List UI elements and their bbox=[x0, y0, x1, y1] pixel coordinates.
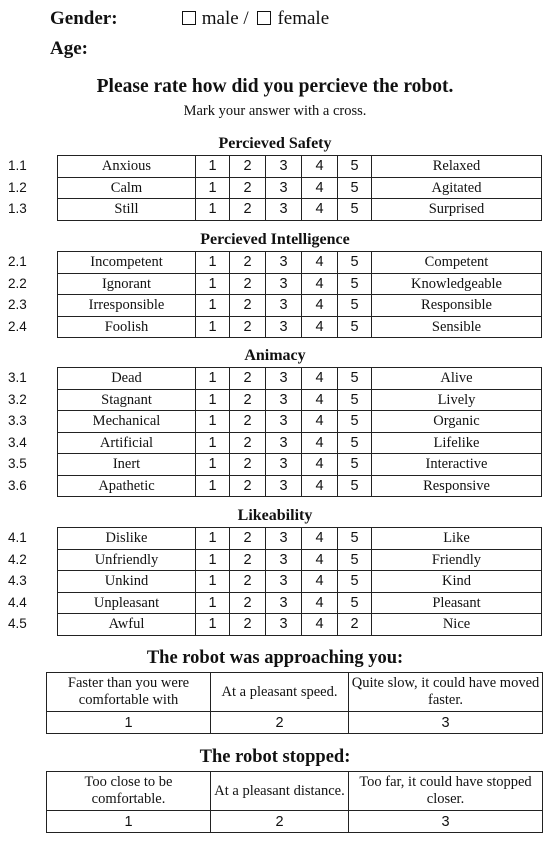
scale-cell[interactable]: 2 bbox=[230, 177, 266, 199]
stopped-option-close[interactable]: Too close to be comfortable. bbox=[47, 772, 211, 811]
intelligence-table bbox=[57, 251, 542, 338]
right-anchor: Like bbox=[372, 528, 542, 550]
scale-cell[interactable]: 3 bbox=[266, 252, 302, 274]
safety-table bbox=[57, 155, 542, 221]
rating-row bbox=[58, 252, 542, 274]
scale-cell[interactable]: 5 bbox=[338, 475, 372, 497]
right-anchor: Relaxed bbox=[372, 156, 542, 178]
scale-cell[interactable]: 4 bbox=[302, 389, 338, 411]
scale-cell[interactable]: 2 bbox=[230, 252, 266, 274]
animacy-table bbox=[57, 367, 542, 497]
scale-cell[interactable]: 5 bbox=[338, 454, 372, 476]
scale-cell[interactable]: 1 bbox=[196, 177, 230, 199]
scale-cell[interactable]: 3 bbox=[266, 549, 302, 571]
item-number: 3.1 bbox=[8, 370, 27, 385]
left-anchor: Awful bbox=[58, 614, 196, 636]
rating-row bbox=[58, 316, 542, 338]
right-anchor: Competent bbox=[372, 252, 542, 274]
gender-field bbox=[50, 8, 329, 30]
item-number: 4.1 bbox=[8, 530, 27, 545]
scale-cell[interactable]: 3 bbox=[266, 316, 302, 338]
scale-cell[interactable]: 1 bbox=[196, 316, 230, 338]
item-number: 1.2 bbox=[8, 179, 27, 195]
rating-row bbox=[58, 571, 542, 593]
rating-row bbox=[58, 156, 542, 178]
scale-cell[interactable]: 1 bbox=[196, 389, 230, 411]
scale-cell[interactable]: 4 bbox=[302, 177, 338, 199]
scale-cell[interactable]: 2 bbox=[230, 411, 266, 433]
rating-row bbox=[58, 592, 542, 614]
approach-option-pleasant[interactable]: At a pleasant speed. bbox=[211, 673, 349, 712]
page-title: Please rate how did you percieve the robot. bbox=[96, 76, 454, 97]
approach-option-slow[interactable]: Quite slow, it could have moved faster. bbox=[349, 673, 543, 712]
right-anchor: Responsible bbox=[372, 295, 542, 317]
rating-row bbox=[58, 411, 542, 433]
left-anchor: Anxious bbox=[58, 156, 196, 178]
stopped-value-2[interactable]: 2 bbox=[211, 811, 349, 833]
scale-cell[interactable]: 1 bbox=[196, 411, 230, 433]
left-anchor: Artificial bbox=[58, 432, 196, 454]
scale-cell[interactable]: 4 bbox=[302, 273, 338, 295]
rating-row bbox=[58, 528, 542, 550]
item-number: 4.5 bbox=[8, 616, 27, 631]
left-anchor: Inert bbox=[58, 454, 196, 476]
right-anchor: Pleasant bbox=[372, 592, 542, 614]
scale-cell[interactable]: 3 bbox=[266, 432, 302, 454]
approach-table bbox=[46, 672, 543, 734]
rating-row bbox=[58, 432, 542, 454]
scale-cell[interactable]: 2 bbox=[230, 295, 266, 317]
scale-cell[interactable]: 2 bbox=[230, 389, 266, 411]
likeability-section-title: Likeability bbox=[237, 507, 313, 524]
approach-title: The robot was approaching you: bbox=[146, 648, 404, 668]
scale-cell[interactable]: 2 bbox=[230, 454, 266, 476]
scale-cell[interactable]: 1 bbox=[196, 156, 230, 178]
likeability-table bbox=[57, 527, 542, 636]
gender-label: Gender: bbox=[50, 8, 118, 29]
scale-cell[interactable]: 2 bbox=[230, 199, 266, 221]
item-number: 2.4 bbox=[8, 318, 27, 334]
scale-cell[interactable]: 4 bbox=[302, 549, 338, 571]
rating-row bbox=[58, 199, 542, 221]
right-anchor: Responsive bbox=[372, 475, 542, 497]
item-number: 3.4 bbox=[8, 434, 27, 450]
male-option-label: male / bbox=[201, 8, 249, 29]
scale-cell[interactable]: 4 bbox=[302, 156, 338, 178]
scale-cell[interactable]: 4 bbox=[302, 252, 338, 274]
scale-cell[interactable]: 5 bbox=[338, 316, 372, 338]
scale-cell[interactable]: 5 bbox=[338, 411, 372, 433]
left-anchor: Unkind bbox=[58, 571, 196, 593]
scale-cell[interactable]: 1 bbox=[196, 592, 230, 614]
safety-section-title: Percieved Safety bbox=[218, 135, 332, 152]
rating-row bbox=[58, 368, 542, 390]
scale-cell[interactable]: 2 bbox=[230, 528, 266, 550]
left-anchor: Still bbox=[58, 199, 196, 221]
right-anchor: Knowledgeable bbox=[372, 273, 542, 295]
scale-cell[interactable]: 5 bbox=[338, 389, 372, 411]
scale-cell[interactable]: 3 bbox=[266, 295, 302, 317]
scale-cell[interactable]: 3 bbox=[266, 273, 302, 295]
rating-row bbox=[58, 454, 542, 476]
right-anchor: Lively bbox=[372, 389, 542, 411]
scale-cell[interactable]: 4 bbox=[302, 199, 338, 221]
scale-cell[interactable]: 3 bbox=[266, 475, 302, 497]
item-number: 1.3 bbox=[8, 201, 27, 216]
scale-cell[interactable]: 1 bbox=[196, 528, 230, 550]
item-number: 3.5 bbox=[8, 456, 27, 471]
right-anchor: Alive bbox=[372, 368, 542, 390]
scale-cell[interactable]: 1 bbox=[196, 614, 230, 636]
approach-value-1[interactable]: 1 bbox=[47, 712, 211, 734]
left-anchor: Calm bbox=[58, 177, 196, 199]
rating-row bbox=[58, 177, 542, 199]
rating-row bbox=[58, 273, 542, 295]
scale-cell[interactable]: 3 bbox=[266, 614, 302, 636]
item-number: 2.1 bbox=[8, 254, 27, 269]
scale-cell[interactable]: 3 bbox=[266, 411, 302, 433]
scale-cell[interactable]: 5 bbox=[338, 273, 372, 295]
scale-cell[interactable]: 1 bbox=[196, 295, 230, 317]
scale-cell[interactable]: 4 bbox=[302, 592, 338, 614]
item-number: 4.4 bbox=[8, 594, 27, 610]
scale-cell[interactable]: 4 bbox=[302, 528, 338, 550]
scale-cell[interactable]: 2 bbox=[230, 592, 266, 614]
rating-row bbox=[58, 295, 542, 317]
scale-cell[interactable]: 5 bbox=[338, 368, 372, 390]
scale-cell[interactable]: 2 bbox=[230, 549, 266, 571]
left-anchor: Incompetent bbox=[58, 252, 196, 274]
stopped-title: The robot stopped: bbox=[199, 747, 351, 767]
scale-cell[interactable]: 4 bbox=[302, 614, 338, 636]
item-number: 2.3 bbox=[8, 297, 27, 312]
scale-cell[interactable]: 1 bbox=[196, 475, 230, 497]
left-anchor: Ignorant bbox=[58, 273, 196, 295]
scale-cell[interactable]: 3 bbox=[266, 368, 302, 390]
scale-cell[interactable]: 2 bbox=[230, 475, 266, 497]
scale-cell[interactable]: 3 bbox=[266, 571, 302, 593]
approach-value-2[interactable]: 2 bbox=[211, 712, 349, 734]
scale-cell[interactable]: 1 bbox=[196, 252, 230, 274]
scale-cell[interactable]: 4 bbox=[302, 571, 338, 593]
rating-row bbox=[58, 549, 542, 571]
intelligence-section-title: Percieved Intelligence bbox=[200, 231, 350, 248]
scale-cell[interactable]: 5 bbox=[338, 252, 372, 274]
left-anchor: Mechanical bbox=[58, 411, 196, 433]
scale-cell[interactable]: 2 bbox=[230, 273, 266, 295]
scale-cell[interactable]: 1 bbox=[196, 273, 230, 295]
right-anchor: Nice bbox=[372, 614, 542, 636]
scale-cell[interactable]: 2 bbox=[230, 571, 266, 593]
scale-cell[interactable]: 4 bbox=[302, 475, 338, 497]
item-number: 4.3 bbox=[8, 573, 27, 588]
left-anchor: Dislike bbox=[58, 528, 196, 550]
approach-option-faster[interactable]: Faster than you were comfortable with bbox=[47, 673, 211, 712]
left-anchor: Dead bbox=[58, 368, 196, 390]
stopped-value-1[interactable]: 1 bbox=[47, 811, 211, 833]
stopped-table bbox=[46, 771, 543, 833]
stopped-value-3[interactable]: 3 bbox=[349, 811, 543, 833]
scale-cell[interactable]: 5 bbox=[338, 156, 372, 178]
female-checkbox[interactable] bbox=[257, 11, 271, 25]
item-number: 3.6 bbox=[8, 477, 27, 493]
stopped-option-pleasant[interactable]: At a pleasant distance. bbox=[211, 772, 349, 811]
scale-cell[interactable]: 5 bbox=[338, 199, 372, 221]
scale-cell[interactable]: 1 bbox=[196, 571, 230, 593]
scale-cell[interactable]: 5 bbox=[338, 528, 372, 550]
scale-cell[interactable]: 4 bbox=[302, 454, 338, 476]
stopped-option-far[interactable]: Too far, it could have stopped closer. bbox=[349, 772, 543, 811]
scale-cell[interactable]: 2 bbox=[230, 432, 266, 454]
scale-cell[interactable]: 2 bbox=[230, 316, 266, 338]
scale-cell[interactable]: 3 bbox=[266, 389, 302, 411]
right-anchor: Agitated bbox=[372, 177, 542, 199]
scale-cell[interactable]: 3 bbox=[266, 528, 302, 550]
scale-cell[interactable]: 4 bbox=[302, 295, 338, 317]
scale-cell[interactable]: 5 bbox=[338, 177, 372, 199]
rating-row bbox=[58, 389, 542, 411]
scale-cell[interactable]: 4 bbox=[302, 411, 338, 433]
right-anchor: Sensible bbox=[372, 316, 542, 338]
right-anchor: Interactive bbox=[372, 454, 542, 476]
left-anchor: Irresponsible bbox=[58, 295, 196, 317]
item-number: 4.2 bbox=[8, 551, 27, 567]
scale-cell[interactable]: 2 bbox=[338, 614, 372, 636]
right-anchor: Lifelike bbox=[372, 432, 542, 454]
scale-cell[interactable]: 1 bbox=[196, 432, 230, 454]
scale-cell[interactable]: 4 bbox=[302, 432, 338, 454]
left-anchor: Foolish bbox=[58, 316, 196, 338]
rating-row bbox=[58, 614, 542, 636]
item-number: 1.1 bbox=[8, 158, 27, 173]
scale-cell[interactable]: 3 bbox=[266, 177, 302, 199]
left-anchor: Stagnant bbox=[58, 389, 196, 411]
right-anchor: Kind bbox=[372, 571, 542, 593]
scale-cell[interactable]: 3 bbox=[266, 592, 302, 614]
right-anchor: Friendly bbox=[372, 549, 542, 571]
female-option-label: female bbox=[277, 8, 330, 29]
item-number: 3.2 bbox=[8, 391, 27, 407]
approach-value-3[interactable]: 3 bbox=[349, 712, 543, 734]
rating-row bbox=[58, 475, 542, 497]
page-subtitle: Mark your answer with a cross. bbox=[183, 103, 367, 119]
item-number: 2.2 bbox=[8, 275, 27, 291]
male-checkbox[interactable] bbox=[182, 11, 196, 25]
item-number: 3.3 bbox=[8, 413, 27, 428]
left-anchor: Unpleasant bbox=[58, 592, 196, 614]
scale-cell[interactable]: 5 bbox=[338, 549, 372, 571]
scale-cell[interactable]: 3 bbox=[266, 199, 302, 221]
scale-cell[interactable]: 1 bbox=[196, 199, 230, 221]
scale-cell[interactable]: 3 bbox=[266, 454, 302, 476]
age-label: Age: bbox=[50, 38, 88, 59]
scale-cell[interactable]: 2 bbox=[230, 614, 266, 636]
scale-cell[interactable]: 4 bbox=[302, 368, 338, 390]
left-anchor: Unfriendly bbox=[58, 549, 196, 571]
right-anchor: Organic bbox=[372, 411, 542, 433]
right-anchor: Surprised bbox=[372, 199, 542, 221]
scale-cell[interactable]: 4 bbox=[302, 316, 338, 338]
left-anchor: Apathetic bbox=[58, 475, 196, 497]
scale-cell[interactable]: 1 bbox=[196, 454, 230, 476]
scale-cell[interactable]: 5 bbox=[338, 432, 372, 454]
scale-cell[interactable]: 1 bbox=[196, 549, 230, 571]
scale-cell[interactable]: 5 bbox=[338, 592, 372, 614]
scale-cell[interactable]: 3 bbox=[266, 156, 302, 178]
scale-cell[interactable]: 2 bbox=[230, 368, 266, 390]
animacy-section-title: Animacy bbox=[244, 347, 306, 364]
scale-cell[interactable]: 5 bbox=[338, 571, 372, 593]
scale-cell[interactable]: 2 bbox=[230, 156, 266, 178]
scale-cell[interactable]: 5 bbox=[338, 295, 372, 317]
scale-cell[interactable]: 1 bbox=[196, 368, 230, 390]
